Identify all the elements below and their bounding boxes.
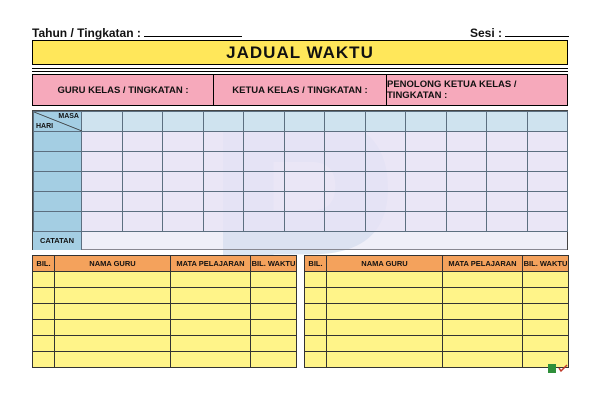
slot-cell[interactable] (487, 152, 528, 172)
session-blank[interactable] (505, 36, 569, 37)
day-row (34, 152, 568, 172)
cell[interactable] (523, 336, 569, 352)
time-slot[interactable] (406, 112, 447, 132)
time-slot[interactable] (527, 112, 568, 132)
day-row (34, 172, 568, 192)
page-title: JADUAL WAKTU (32, 40, 568, 65)
day-label: HARI (36, 123, 54, 130)
cell[interactable] (171, 352, 251, 368)
slot-cell[interactable] (406, 132, 447, 152)
cell[interactable] (171, 320, 251, 336)
cell[interactable] (305, 272, 327, 288)
cell[interactable] (443, 320, 523, 336)
slot-cell[interactable] (487, 172, 528, 192)
slot-cell[interactable] (365, 152, 406, 172)
col-number-header: BIL. (305, 256, 327, 272)
slot-cell[interactable] (244, 132, 285, 152)
slot-cell[interactable] (163, 172, 204, 192)
slot-cell[interactable] (446, 172, 487, 192)
cell[interactable] (55, 272, 171, 288)
slot-cell[interactable] (82, 152, 123, 172)
col-subject-header: MATA PELAJARAN (443, 256, 523, 272)
table-row (33, 272, 297, 288)
session-label: Sesi : (470, 26, 503, 40)
cell[interactable] (523, 320, 569, 336)
slot-cell[interactable] (365, 132, 406, 152)
cell[interactable] (523, 272, 569, 288)
cell[interactable] (55, 352, 171, 368)
time-slot[interactable] (365, 112, 406, 132)
col-teacher-name-header: NAMA GURU (327, 256, 443, 272)
slot-cell[interactable] (487, 212, 528, 232)
cell[interactable] (443, 272, 523, 288)
slot-cell[interactable] (244, 212, 285, 232)
teacher-table-header (33, 256, 297, 272)
slot-cell[interactable] (487, 192, 528, 212)
slot-cell[interactable] (244, 192, 285, 212)
slot-cell[interactable] (406, 192, 447, 212)
day-cell[interactable] (34, 132, 82, 152)
table-row (305, 320, 569, 336)
time-slot[interactable] (244, 112, 285, 132)
slot-cell[interactable] (446, 192, 487, 212)
slot-cell[interactable] (163, 152, 204, 172)
publisher-logo-icon (548, 364, 568, 373)
day-cell[interactable] (34, 152, 82, 172)
slot-cell[interactable] (82, 212, 123, 232)
cell[interactable] (443, 304, 523, 320)
slot-cell[interactable] (406, 212, 447, 232)
table-row (305, 272, 569, 288)
cell[interactable] (251, 336, 297, 352)
table-row (33, 352, 297, 368)
cell[interactable] (33, 304, 55, 320)
slot-cell[interactable] (365, 172, 406, 192)
slot-cell[interactable] (284, 132, 325, 152)
time-slot[interactable] (487, 112, 528, 132)
day-row (34, 132, 568, 152)
col-subject-header: MATA PELAJARAN (171, 256, 251, 272)
notes-row[interactable] (33, 231, 567, 250)
day-cell[interactable] (34, 212, 82, 232)
slot-cell[interactable] (82, 192, 123, 212)
cell[interactable] (327, 352, 443, 368)
table-row (305, 336, 569, 352)
slot-cell[interactable] (203, 212, 244, 232)
year-level-blank[interactable] (144, 36, 242, 37)
divider-line (32, 71, 568, 72)
slot-cell[interactable] (284, 192, 325, 212)
col-teacher-name-header: NAMA GURU (55, 256, 171, 272)
cell[interactable] (305, 336, 327, 352)
table-row (33, 304, 297, 320)
slot-cell[interactable] (163, 212, 204, 232)
slot-cell[interactable] (122, 132, 163, 152)
cell[interactable] (523, 288, 569, 304)
table-row (305, 304, 569, 320)
cell[interactable] (55, 288, 171, 304)
slot-cell[interactable] (284, 152, 325, 172)
year-level-field (32, 26, 242, 40)
slot-cell[interactable] (122, 212, 163, 232)
slot-cell[interactable] (527, 132, 568, 152)
slot-cell[interactable] (203, 192, 244, 212)
slot-cell[interactable] (284, 172, 325, 192)
slot-cell[interactable] (244, 172, 285, 192)
cell[interactable] (305, 352, 327, 368)
slot-cell[interactable] (527, 152, 568, 172)
slot-cell[interactable] (446, 132, 487, 152)
cell[interactable] (251, 304, 297, 320)
slot-cell[interactable] (203, 132, 244, 152)
time-header-row (34, 112, 568, 132)
slot-cell[interactable] (527, 212, 568, 232)
cell[interactable] (55, 336, 171, 352)
slot-cell[interactable] (406, 152, 447, 172)
time-slot[interactable] (82, 112, 123, 132)
teacher-table-header (305, 256, 569, 272)
cell[interactable] (251, 320, 297, 336)
slot-cell[interactable] (82, 172, 123, 192)
cell[interactable] (327, 288, 443, 304)
year-level-label: Tahun / Tingkatan : (32, 26, 141, 40)
cell[interactable] (305, 304, 327, 320)
slot-cell[interactable] (446, 152, 487, 172)
slot-cell[interactable] (325, 132, 366, 152)
slot-cell[interactable] (203, 152, 244, 172)
slot-cell[interactable] (406, 172, 447, 192)
cell[interactable] (33, 288, 55, 304)
cell[interactable] (443, 288, 523, 304)
timetable-grid (32, 110, 568, 250)
slot-cell[interactable] (122, 152, 163, 172)
teacher-table-left (32, 255, 297, 368)
cell[interactable] (443, 352, 523, 368)
cell[interactable] (251, 352, 297, 368)
table-row (33, 288, 297, 304)
col-periods-header: BIL. WAKTU (251, 256, 297, 272)
slot-cell[interactable] (122, 172, 163, 192)
slot-cell[interactable] (365, 192, 406, 212)
divider-line (32, 68, 568, 69)
time-slot[interactable] (284, 112, 325, 132)
slot-cell[interactable] (325, 152, 366, 172)
cell[interactable] (523, 304, 569, 320)
cell[interactable] (33, 336, 55, 352)
session-field (470, 26, 569, 40)
time-slot[interactable] (446, 112, 487, 132)
slot-cell[interactable] (82, 132, 123, 152)
slot-cell[interactable] (284, 212, 325, 232)
time-slot[interactable] (325, 112, 366, 132)
day-row (34, 212, 568, 232)
cell[interactable] (305, 288, 327, 304)
slot-cell[interactable] (487, 132, 528, 152)
slot-cell[interactable] (325, 212, 366, 232)
slot-cell[interactable] (203, 172, 244, 192)
slot-cell[interactable] (527, 172, 568, 192)
table-row (33, 336, 297, 352)
cell[interactable] (251, 272, 297, 288)
slot-cell[interactable] (163, 132, 204, 152)
slot-cell[interactable] (325, 172, 366, 192)
class-monitor-label: KETUA KELAS / TINGKATAN : (214, 75, 387, 105)
slot-cell[interactable] (446, 212, 487, 232)
cell[interactable] (327, 320, 443, 336)
cell[interactable] (327, 272, 443, 288)
time-slot[interactable] (163, 112, 204, 132)
cell[interactable] (55, 320, 171, 336)
cell[interactable] (171, 336, 251, 352)
assistant-monitor-label: PENOLONG KETUA KELAS / TINGKATAN : (387, 79, 517, 101)
cell[interactable] (305, 320, 327, 336)
day-row (34, 192, 568, 212)
slot-cell[interactable] (365, 212, 406, 232)
time-day-corner (34, 112, 82, 132)
day-cell[interactable] (34, 172, 82, 192)
slot-cell[interactable] (325, 192, 366, 212)
cell[interactable] (443, 336, 523, 352)
day-cell[interactable] (34, 192, 82, 212)
cell[interactable] (33, 272, 55, 288)
slot-cell[interactable] (122, 192, 163, 212)
roles-bar (32, 74, 568, 106)
table-row (305, 288, 569, 304)
notes-label: CATATAN (33, 232, 82, 250)
slot-cell[interactable] (244, 152, 285, 172)
cell[interactable] (327, 304, 443, 320)
class-teacher-label: GURU KELAS / TINGKATAN : (33, 75, 214, 105)
table-row (305, 352, 569, 368)
cell[interactable] (171, 272, 251, 288)
timetable-table (33, 111, 568, 232)
table-row (33, 320, 297, 336)
cell[interactable] (171, 304, 251, 320)
time-slot[interactable] (203, 112, 244, 132)
cell[interactable] (171, 288, 251, 304)
cell[interactable] (55, 304, 171, 320)
slot-cell[interactable] (163, 192, 204, 212)
cell[interactable] (33, 320, 55, 336)
col-periods-header: BIL. WAKTU (523, 256, 569, 272)
time-label: MASA (58, 113, 79, 120)
col-number-header: BIL. (33, 256, 55, 272)
cell[interactable] (251, 288, 297, 304)
cell[interactable] (327, 336, 443, 352)
time-slot[interactable] (122, 112, 163, 132)
teacher-table-right (304, 255, 569, 368)
cell[interactable] (33, 352, 55, 368)
slot-cell[interactable] (527, 192, 568, 212)
